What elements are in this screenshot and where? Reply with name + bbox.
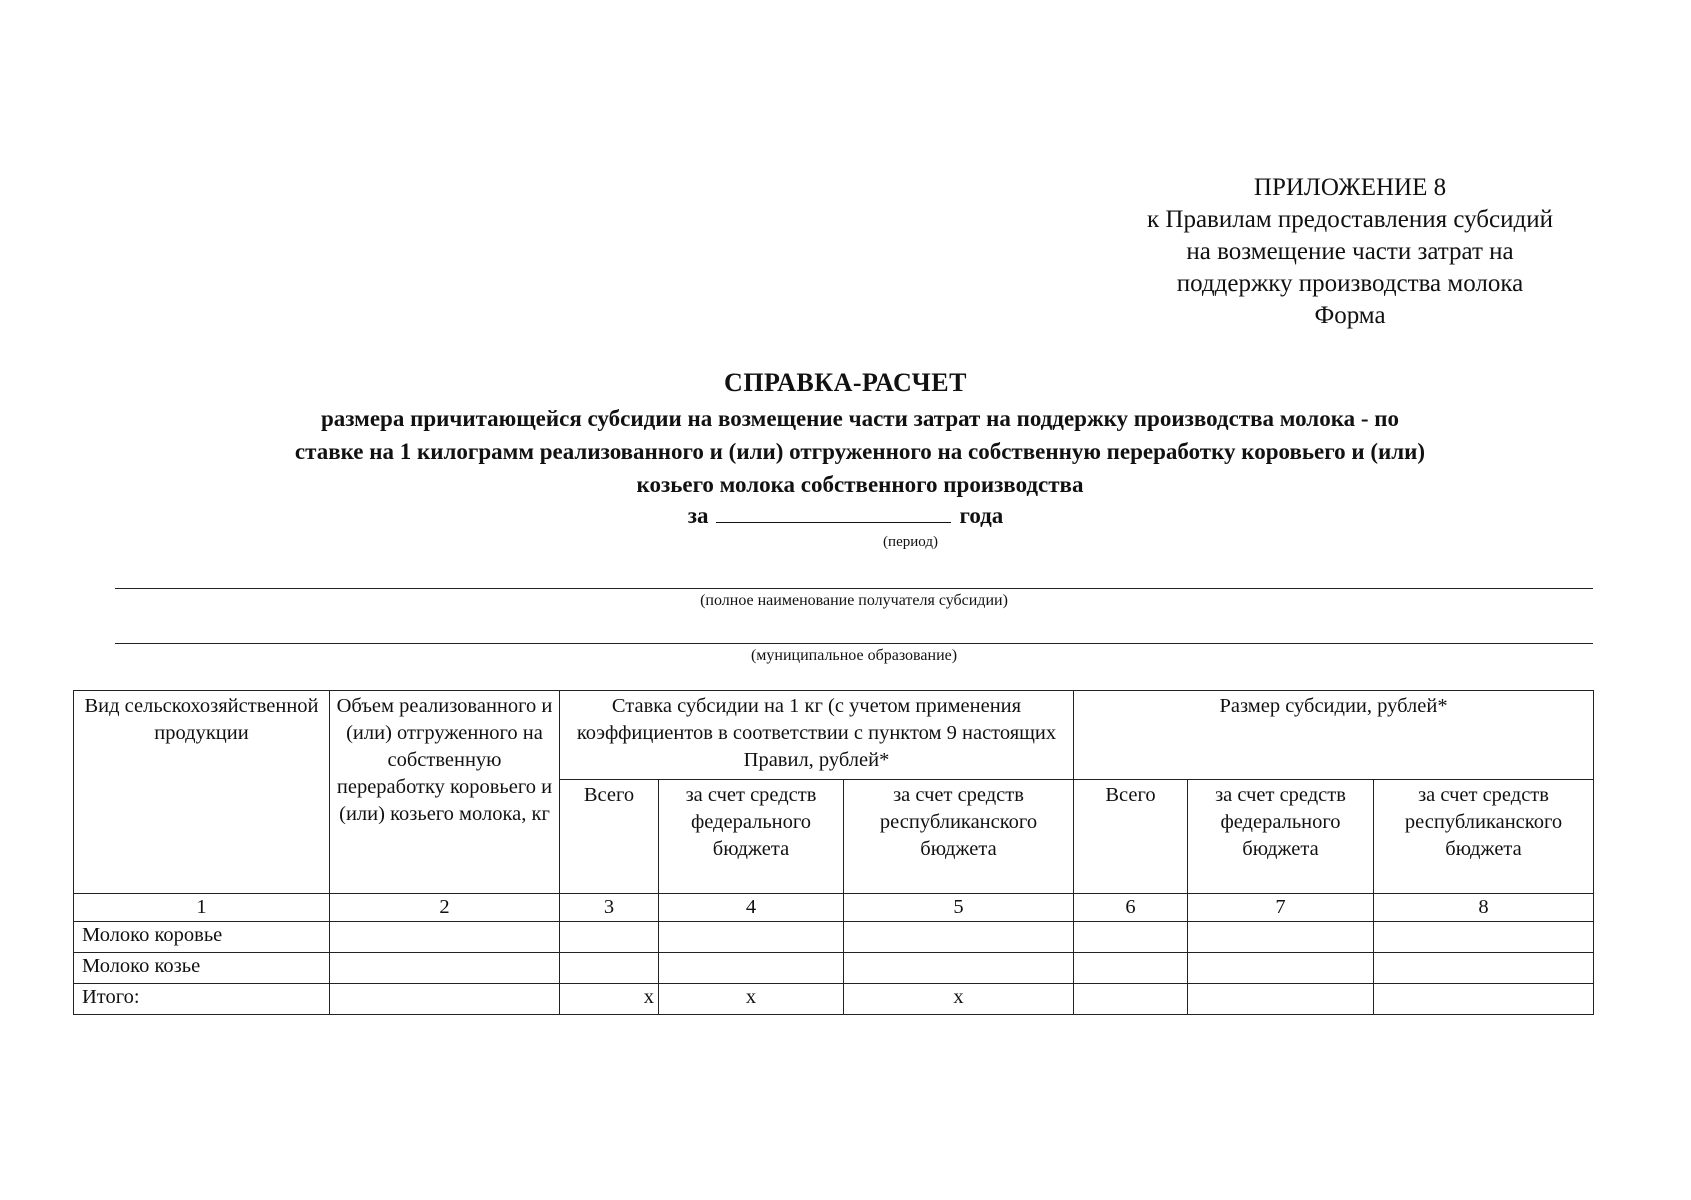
column-number: 8 — [1374, 894, 1594, 922]
table-cell[interactable] — [1374, 953, 1594, 984]
table-cell[interactable] — [844, 953, 1074, 984]
row-label: Молоко козье — [74, 953, 330, 984]
period-line — [0, 500, 1691, 529]
table-cell[interactable] — [330, 953, 560, 984]
table-cell[interactable] — [330, 984, 560, 1015]
table-cell[interactable] — [844, 922, 1074, 953]
table-cell[interactable] — [1074, 984, 1188, 1015]
table-row-cow-milk — [74, 922, 1594, 953]
table-row-goat-milk — [74, 953, 1594, 984]
table-cell[interactable] — [1074, 953, 1188, 984]
table-cell[interactable] — [1374, 984, 1594, 1015]
subsidy-calculation-table — [73, 690, 1594, 1015]
header-product: Вид сельскохозяйственной продукции — [74, 691, 330, 894]
column-number: 7 — [1188, 894, 1374, 922]
column-number: 2 — [330, 894, 560, 922]
table-cell[interactable] — [1188, 984, 1374, 1015]
column-number: 6 — [1074, 894, 1188, 922]
period-prefix: за — [687, 503, 709, 528]
table-row-total — [74, 984, 1594, 1015]
table-cell[interactable] — [1374, 922, 1594, 953]
header-amount-total: Всего — [1074, 780, 1188, 894]
row-label: Итого: — [74, 984, 330, 1015]
table-cell[interactable] — [659, 953, 844, 984]
table-cell[interactable] — [1074, 922, 1188, 953]
table-cell[interactable] — [560, 953, 659, 984]
document-subtitle — [150, 402, 1570, 501]
column-number: 5 — [844, 894, 1074, 922]
header-amount-group: Размер субсидии, рублей* — [1074, 691, 1594, 780]
municipality-line[interactable] — [115, 643, 1593, 644]
period-note: (период) — [883, 534, 938, 550]
not-applicable-mark: x — [844, 984, 1074, 1015]
period-suffix: года — [959, 503, 1004, 528]
subtitle-line-2: ставке на 1 килограмм реализованного и (или) отгруженного на собственную переработку коровьего и (или) — [294, 439, 1426, 464]
header-amount-federal: за счет средств федерального бюджета — [1188, 780, 1374, 894]
table-cell[interactable] — [560, 922, 659, 953]
table-cell[interactable] — [659, 922, 844, 953]
table-cell[interactable] — [1188, 953, 1374, 984]
subtitle-line-1: размера причитающейся субсидии на возмещение части затрат на поддержку производства молока - по — [320, 406, 1400, 431]
appendix-line-1: к Правилам предоставления субсидий — [1147, 206, 1553, 233]
header-amount-republic: за счет средств республиканского бюджета — [1374, 780, 1594, 894]
recipient-name-line[interactable] — [115, 588, 1593, 589]
appendix-line-2: на возмещение части затрат на — [1186, 238, 1514, 265]
document-title: СПРАВКА-РАСЧЕТ — [724, 368, 967, 397]
appendix-number: ПРИЛОЖЕНИЕ 8 — [1253, 174, 1447, 201]
header-rate-federal: за счет средств федерального бюджета — [659, 780, 844, 894]
column-number: 1 — [74, 894, 330, 922]
not-applicable-mark: x — [659, 984, 844, 1015]
header-rate-republic: за счет средств республиканского бюджета — [844, 780, 1074, 894]
appendix-line-3: поддержку производства молока — [1176, 270, 1524, 297]
row-label: Молоко коровье — [74, 922, 330, 953]
column-number: 4 — [659, 894, 844, 922]
table-cell[interactable] — [330, 922, 560, 953]
header-volume: Объем реализованного и (или) отгруженного на собственную переработку коровьего и (или) козьего молока, кг — [330, 691, 560, 894]
header-rate-group: Ставка субсидии на 1 кг (с учетом применения коэффициентов в соответствии с пунктом 9 настоящих Правил, рублей* — [560, 691, 1074, 780]
municipality-note: (муниципальное образование) — [750, 647, 958, 664]
form-label: Форма — [1314, 302, 1386, 329]
appendix-header — [1080, 172, 1620, 332]
column-number: 3 — [560, 894, 659, 922]
period-blank-field[interactable] — [716, 500, 951, 523]
header-rate-total: Всего — [560, 780, 659, 894]
subtitle-line-3: козьего молока собственного производства — [636, 472, 1084, 497]
recipient-name-note: (полное наименование получателя субсидии) — [700, 592, 1008, 609]
table-cell[interactable] — [1188, 922, 1374, 953]
not-applicable-mark: x — [560, 984, 659, 1015]
